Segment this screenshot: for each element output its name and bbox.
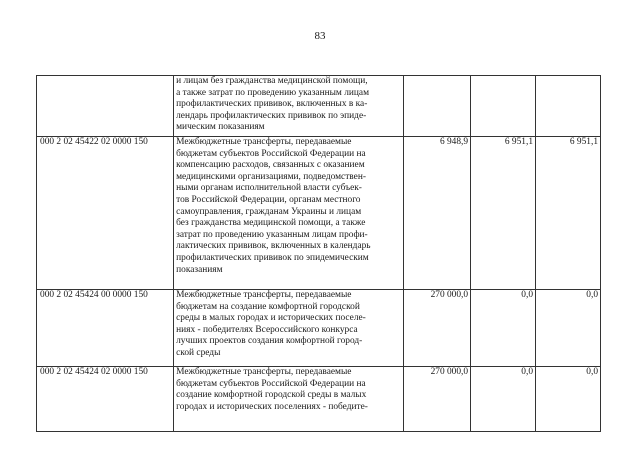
- description-line: Межбюджетные трансферты, передаваемые: [176, 290, 352, 300]
- description-line: компенсацию расходов, связанных с оказанием: [176, 160, 365, 171]
- description-line: ской среды: [176, 347, 221, 358]
- description-cell: [174, 290, 404, 367]
- description-line: профилактических прививок по эпидемическим: [176, 252, 369, 263]
- description-line: бюджетам субъектов Российской Федерации на: [176, 148, 366, 159]
- value-cell-2: 0,0: [471, 290, 536, 367]
- value-cell-3: 0,0: [536, 367, 601, 432]
- description-line: профилактических прививок, включенных в ка-: [176, 99, 368, 110]
- description-line: самоуправления, гражданам Украины и лицам: [176, 206, 362, 217]
- budget-table: [36, 75, 601, 432]
- description-line: бюджетам субъектов Российской Федерации на: [176, 378, 366, 389]
- value-cell-3: [536, 76, 601, 137]
- table-row: [37, 367, 601, 432]
- description-line: медицинскими организациями, подведомствен-: [176, 171, 366, 182]
- description-cell: [174, 137, 404, 290]
- value-cell-3: 6 951,1: [536, 137, 601, 290]
- value-cell-1: [404, 76, 471, 137]
- description-line: городах и исторических поселениях - победите-: [176, 401, 368, 412]
- description-line: показаниям: [176, 264, 223, 275]
- value-cell-1: 270 000,0: [404, 367, 471, 432]
- value-cell-2: 0,0: [471, 367, 536, 432]
- code-cell: 000 2 02 45424 02 0000 150: [37, 367, 174, 432]
- description-line: затрат по проведению указанным лицам профи-: [176, 229, 368, 240]
- value-cell-2: [471, 76, 536, 137]
- code-cell: [37, 76, 174, 137]
- value-cell-1: 270 000,0: [404, 290, 471, 367]
- value-cell-2: 6 951,1: [471, 137, 536, 290]
- description-line: и лицам без гражданства медицинской помощи,: [176, 76, 368, 86]
- description-line: тов Российской Федерации, органам местного: [176, 194, 361, 205]
- description-line: Межбюджетные трансферты, передаваемые: [176, 137, 352, 147]
- description-line: лактических прививок, включенных в календарь: [176, 241, 371, 252]
- description-line: среды в малых городах и исторических поселе-: [176, 313, 366, 324]
- table-row: [37, 76, 601, 137]
- table-row: [37, 137, 601, 290]
- code-cell: 000 2 02 45424 00 0000 150: [37, 290, 174, 367]
- description-line: ниях - победителях Всероссийского конкурса: [176, 324, 358, 335]
- description-line: лучших проектов создания комфортной город-: [176, 336, 363, 347]
- table-row: [37, 290, 601, 367]
- description-cell: [174, 76, 404, 137]
- page-number: 83: [314, 30, 326, 42]
- description-line: а также затрат по проведению указанным лицам: [176, 87, 369, 98]
- code-cell: 000 2 02 45422 02 0000 150: [37, 137, 174, 290]
- value-cell-3: 0,0: [536, 290, 601, 367]
- description-line: мическим показаниям: [176, 122, 265, 133]
- value-cell-1: 6 948,9: [404, 137, 471, 290]
- description-line: создание комфортной городской среды в малых: [176, 390, 367, 401]
- description-line: ными органам исполнительной власти субъек-: [176, 183, 362, 194]
- description-line: Межбюджетные трансферты, передаваемые: [176, 367, 352, 377]
- description-line: без гражданства медицинской помощи, а также: [176, 218, 366, 229]
- description-line: бюджетам на создание комфортной городской: [176, 301, 360, 312]
- description-line: лендарь профилактических прививок по эпиде-: [176, 110, 367, 121]
- description-cell: [174, 367, 404, 432]
